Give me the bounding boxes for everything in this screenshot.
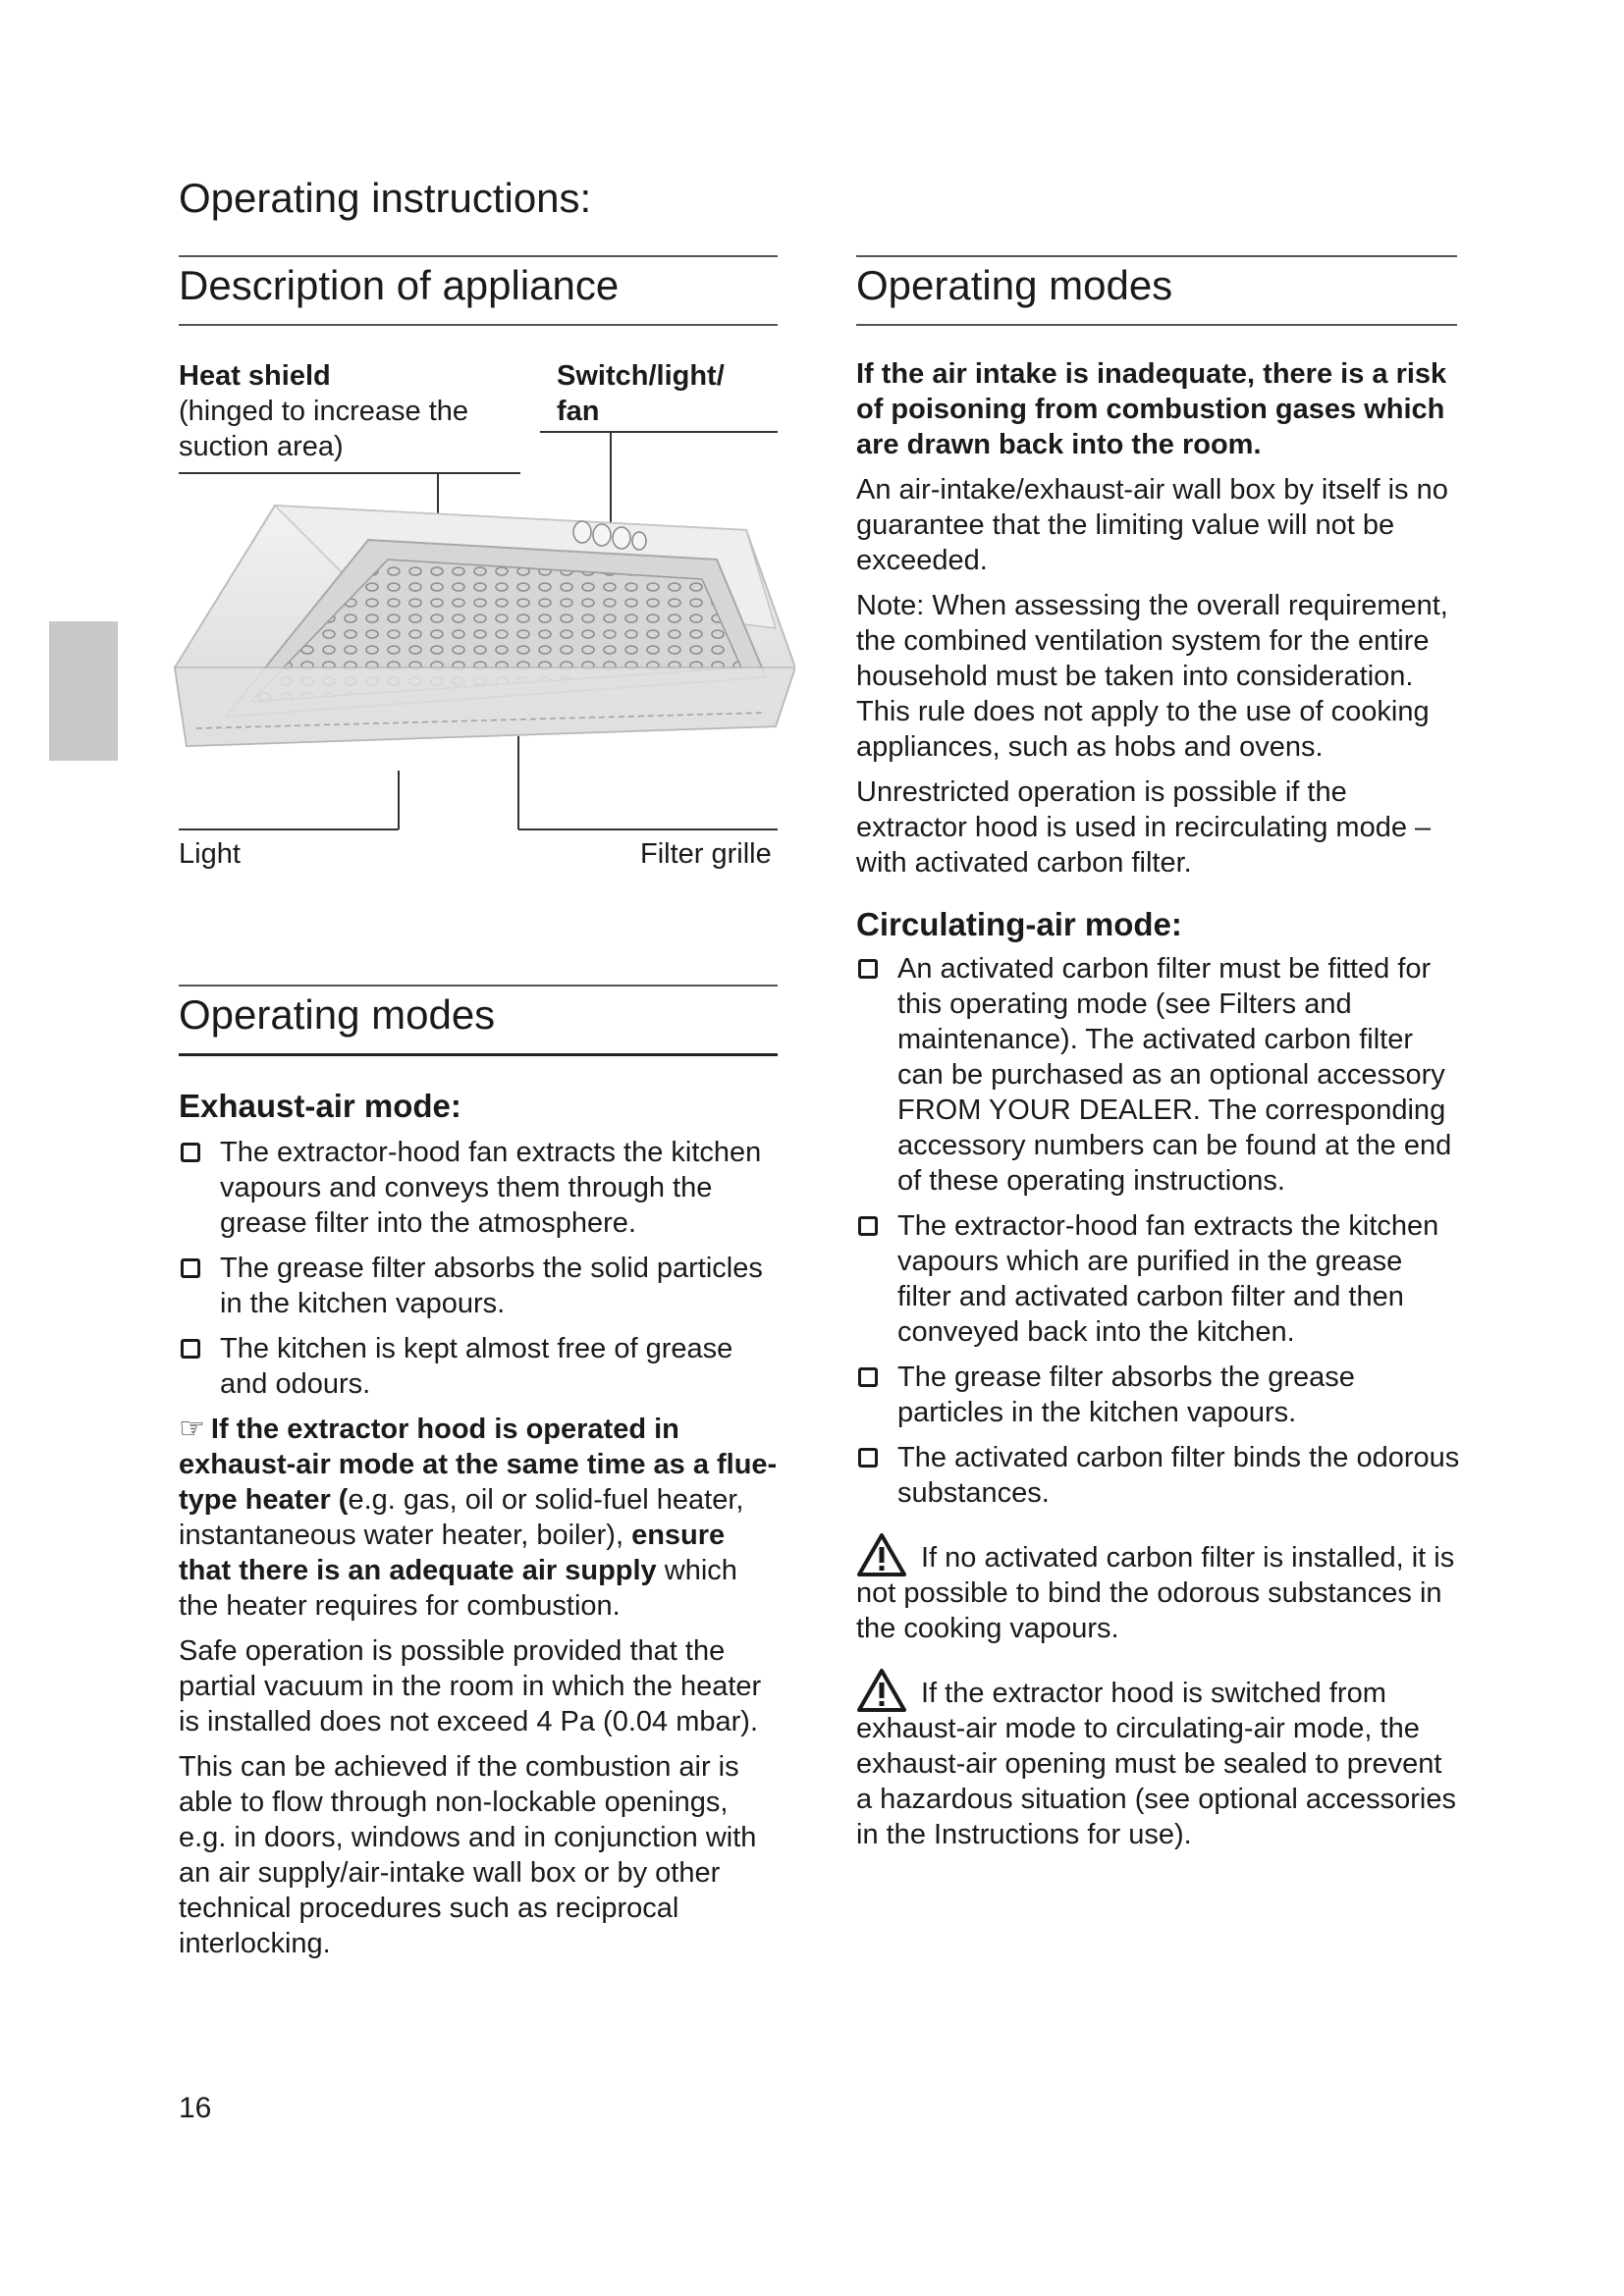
page-title: Operating instructions: (179, 175, 592, 221)
checkbox-bullet-icon (858, 1448, 878, 1468)
checkbox-bullet-icon (858, 1216, 878, 1236)
checkbox-bullet-icon (181, 1339, 200, 1359)
extractor-hood-diagram (167, 422, 795, 834)
warning-triangle-icon (856, 1668, 907, 1713)
switch-mode-warning: If the extractor hood is switched from exhaust-air mode to circulating-air mode, the exhaust-air opening must be sealed to prevent a hazardous situation (see optional accessories in the Instructions for use). (856, 1676, 1460, 1852)
list-item: The activated carbon filter binds the odorous substances. (856, 1440, 1460, 1511)
pointing-hand-icon: ☞ (179, 1413, 205, 1445)
heat-shield-label: Heat shield (179, 360, 331, 392)
divider (179, 1053, 778, 1056)
page-number: 16 (179, 2092, 212, 2124)
divider (179, 985, 778, 987)
circulating-air-heading: Circulating-air mode: (856, 906, 1182, 942)
divider (856, 255, 1457, 257)
right-column (856, 356, 1460, 1862)
checkbox-bullet-icon (181, 1143, 200, 1162)
heater-note: ☞ If the extractor hood is operated in exhaust-air mode at the same time as a flue-type heater (e.g. gas, oil or solid-fuel heater, instantaneous water heater, boiler), ensure that there is an adequate air supply which the heater requires for combustion. (179, 1413, 778, 1622)
exhaust-air-heading: Exhaust-air mode: (179, 1088, 461, 1124)
recirculating-paragraph: Unrestricted operation is possible if the extractor hood is used in recirculating mode – with activated carbon filter. (856, 776, 1432, 879)
ventilation-note-paragraph: Note: When assessing the overall requirement, the combined ventilation system for the entire household must be taken into consideration. This rule does not apply to the use of cooking appliances, such as hobs and ovens. (856, 590, 1448, 763)
description-heading: Description of appliance (179, 262, 620, 308)
side-tab-marker (49, 621, 118, 761)
divider (179, 324, 778, 326)
switch-light-fan-label: Switch/light/ fan (557, 360, 725, 427)
checkbox-bullet-icon (858, 1367, 878, 1387)
list-item: An activated carbon filter must be fitted for this operating mode (see Filters and maintenance). The activated carbon filter can be purchased as an optional accessory FROM YOUR DEALER. The corresponding accessory numbers can be found at the end of these operating instructions. (856, 951, 1460, 1199)
combustion-air-paragraph: This can be achieved if the combustion air is able to flow through non-lockable openings, e.g. in doors, windows and in conjunction with an air supply/air-intake wall box or by other technical procedures such as reciprocal interlocking. (179, 1751, 757, 1959)
poisoning-warning: If the air intake is inadequate, there is a risk of poisoning from combustion gases which are drawn back into the room. (856, 358, 1447, 460)
filter-grille-label: Filter grille (640, 838, 772, 870)
warning-triangle-icon (856, 1532, 907, 1577)
list-item: The grease filter absorbs the solid particles in the kitchen vapours. (179, 1251, 780, 1321)
light-label: Light (179, 838, 241, 870)
divider (856, 324, 1457, 326)
wall-box-paragraph: An air-intake/exhaust-air wall box by itself is no guarantee that the limiting value will not be exceeded. (856, 474, 1448, 576)
carbon-filter-warning: If no activated carbon filter is installed, it is not possible to bind the odorous substances in the cooking vapours. (856, 1540, 1460, 1646)
left-column (179, 1086, 780, 1971)
divider (179, 255, 778, 257)
checkbox-bullet-icon (858, 959, 878, 979)
checkbox-bullet-icon (181, 1258, 200, 1278)
circulating-bullet-list (856, 951, 1460, 1511)
list-item: The grease filter absorbs the grease particles in the kitchen vapours. (856, 1360, 1460, 1430)
right-operating-modes-heading: Operating modes (856, 262, 1173, 308)
safe-operation-paragraph: Safe operation is possible provided that the partial vacuum in the room in which the heater is installed does not exceed 4 Pa (0.04 mbar). (179, 1635, 762, 1737)
list-item: The extractor-hood fan extracts the kitchen vapours which are purified in the grease filter and activated carbon filter and then conveyed back into the kitchen. (856, 1208, 1460, 1350)
left-operating-modes-heading: Operating modes (179, 991, 496, 1038)
list-item: The kitchen is kept almost free of grease and odours. (179, 1331, 780, 1402)
heat-shield-description: (hinged to increase the suction area) (179, 396, 469, 462)
exhaust-bullet-list (179, 1135, 780, 1402)
list-item: The extractor-hood fan extracts the kitchen vapours and conveys them through the grease filter into the atmosphere. (179, 1135, 780, 1241)
